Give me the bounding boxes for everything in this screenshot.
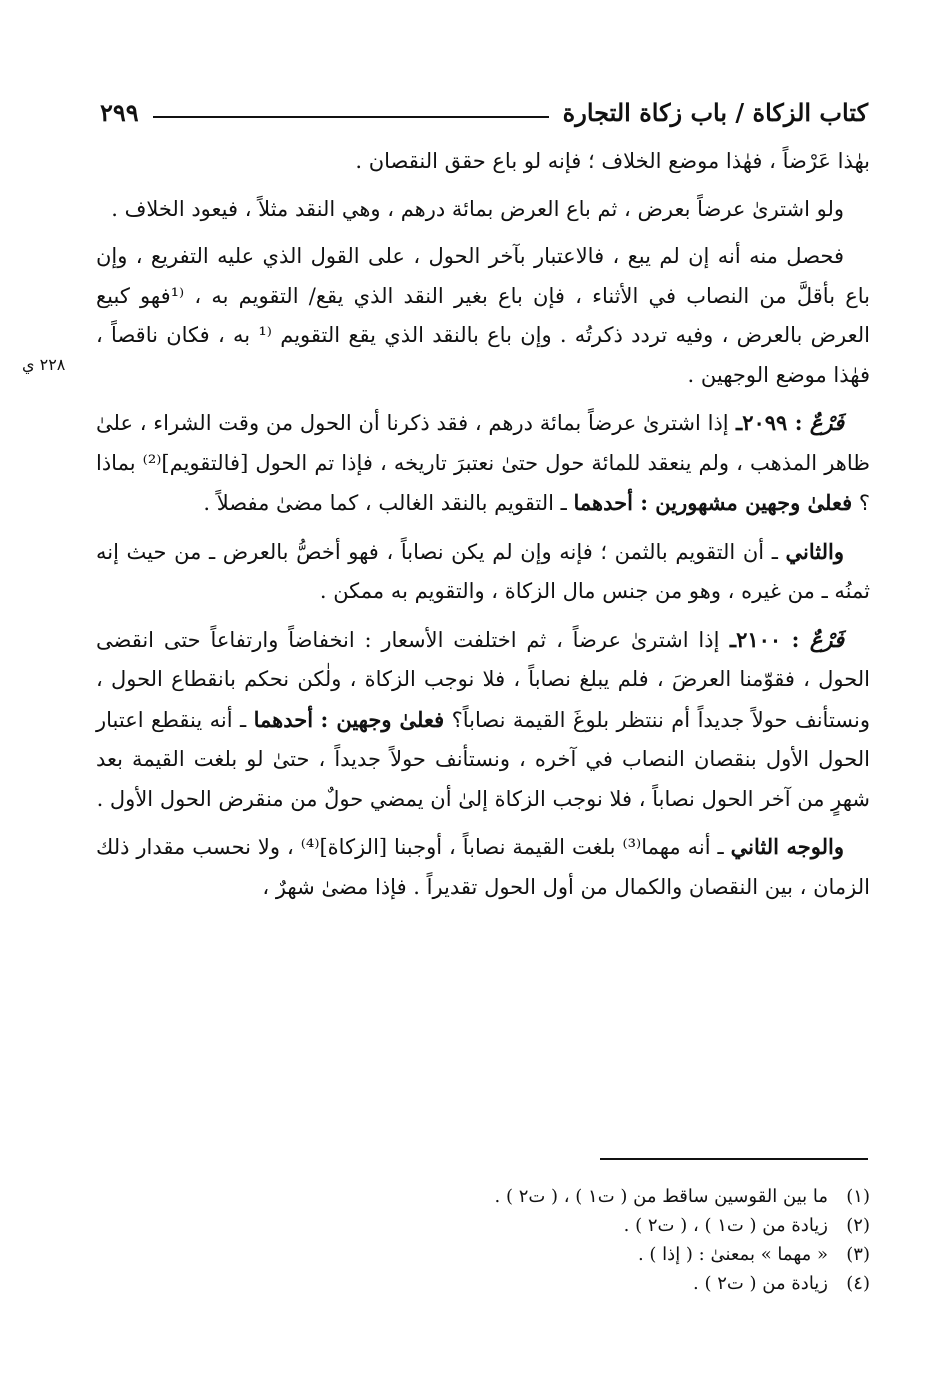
footnote: (٤) زيادة من ( ت٢ ) . [693, 1273, 870, 1294]
main-text [96, 142, 870, 915]
paragraph: بهٰذا عَرْضاً ، فهٰذا موضع الخلاف ؛ فإنه لو باع حقق النقصان . [355, 149, 870, 173]
paragraph-2100: فَرْعٌ : ٢١٠٠ـ إذا اشترىٰ عرضاً ، ثم اختلفت الأسعار : انخفاضاً وارتفاعاً حتى انقضى الحول ، فقوّمنا العرضَ ، فلم يبلغ نصاباً ، فلا نوجب الزكاة ، ولٰكن نحكم بانقطاع الحول ، ونستأنف حولاً جديداً أم ننتظر بلوغَ القيمة نصاباً؟ فعلىٰ وجهين : أحدهما ـ أنه ينقطع اعتبار الحول الأول بنقصان النصاب في آخره ، ونستأنف حولاً جديداً ، حتىٰ لو بلغت القيمة بعد شهرٍ من آخر الحول نصاباً ، فلا نوجب الزكاة إلىٰ أن يمضي حولٌ من منقرض الحول الأول . [96, 626, 870, 811]
footnotes [200, 1182, 870, 1298]
paragraph: فحصل منه أنه إن لم يبع ، فالاعتبار بآخر الحول ، على القول الذي عليه التفريع ، وإن باع بأقلَّ من النصاب في الأثناء ، فإن باع بغير النقد الذي يقع/ التقويم به ، ⁽¹فهو كبيع العرض بالعرض ، وفيه تردد ذكرتُه . وإن باع بالنقد الذي يقع التقويم ⁽¹ به ، فكان ناقصاً ، فهٰذا موضع الوجهين . [96, 244, 871, 387]
footnote: (١) ما بين القوسين ساقط من ( ت١ ) ، ( ت٢ ) . [494, 1186, 870, 1207]
far-heading: فَرْعٌ [809, 626, 844, 652]
paragraph-2099: فَرْعٌ : ٢٠٩٩ـ إذا اشترىٰ عرضاً بمائة درهم ، فقد ذكرنا أن الحول من وقت الشراء ، علىٰ ظاهر المذهب ، ولم ينعقد للمائة حول حتىٰ نعتبرَ تاريخه ، فإذا تم الحول [فالتقويم]⁽²⁾ بماذا ؟ فعلىٰ وجهين مشهورين : أحدهما ـ التقويم بالنقد الغالب ، كما مضىٰ مفصلاً . [96, 410, 870, 515]
running-header [100, 92, 868, 132]
issue-number: : ٢١٠٠ـ [719, 626, 810, 652]
paragraph: والثاني ـ أن التقويم بالثمن ؛ فإنه وإن لم يكن نصاباً ، فهو أخصُّ بالعرض ـ من حيث إنه ثمنُه ـ من غيره ، وهو من جنس مال الزكاة ، والتقويم به ممكن . [96, 538, 870, 603]
paragraph: ولو اشترىٰ عرضاً بعرض ، ثم باع العرض بمائة درهم ، وهي النقد مثلاً ، فيعود الخلاف . [111, 196, 844, 221]
footnote-rule [600, 1158, 868, 1160]
footnote: (٣) « مهما » بمعنىٰ : ( إذا ) . [637, 1244, 870, 1265]
far-heading: فَرْعٌ [809, 410, 845, 435]
page-number: ٢٩٩ [100, 97, 139, 127]
issue-number: : ٢٠٩٩ـ [728, 410, 810, 435]
paragraph: والوجه الثاني ـ أنه مهما⁽³⁾ بلغت القيمة نصاباً ، أوجبنا [الزكاة]⁽⁴⁾ ، ولا نحسب مقدار ذلك الزمان ، بين النقصان والكمال من أول الحول تقديراً . فإذا مضىٰ شهرٌ ، [96, 834, 870, 899]
footnote: (٢) زيادة من ( ت١ ) ، ( ت٢ ) . [623, 1215, 870, 1236]
chapter-title: كتاب الزكاة / باب زكاة التجارة [562, 97, 868, 127]
margin-reference: ٢٢٨ ي [22, 355, 66, 374]
header-rule [153, 116, 549, 118]
